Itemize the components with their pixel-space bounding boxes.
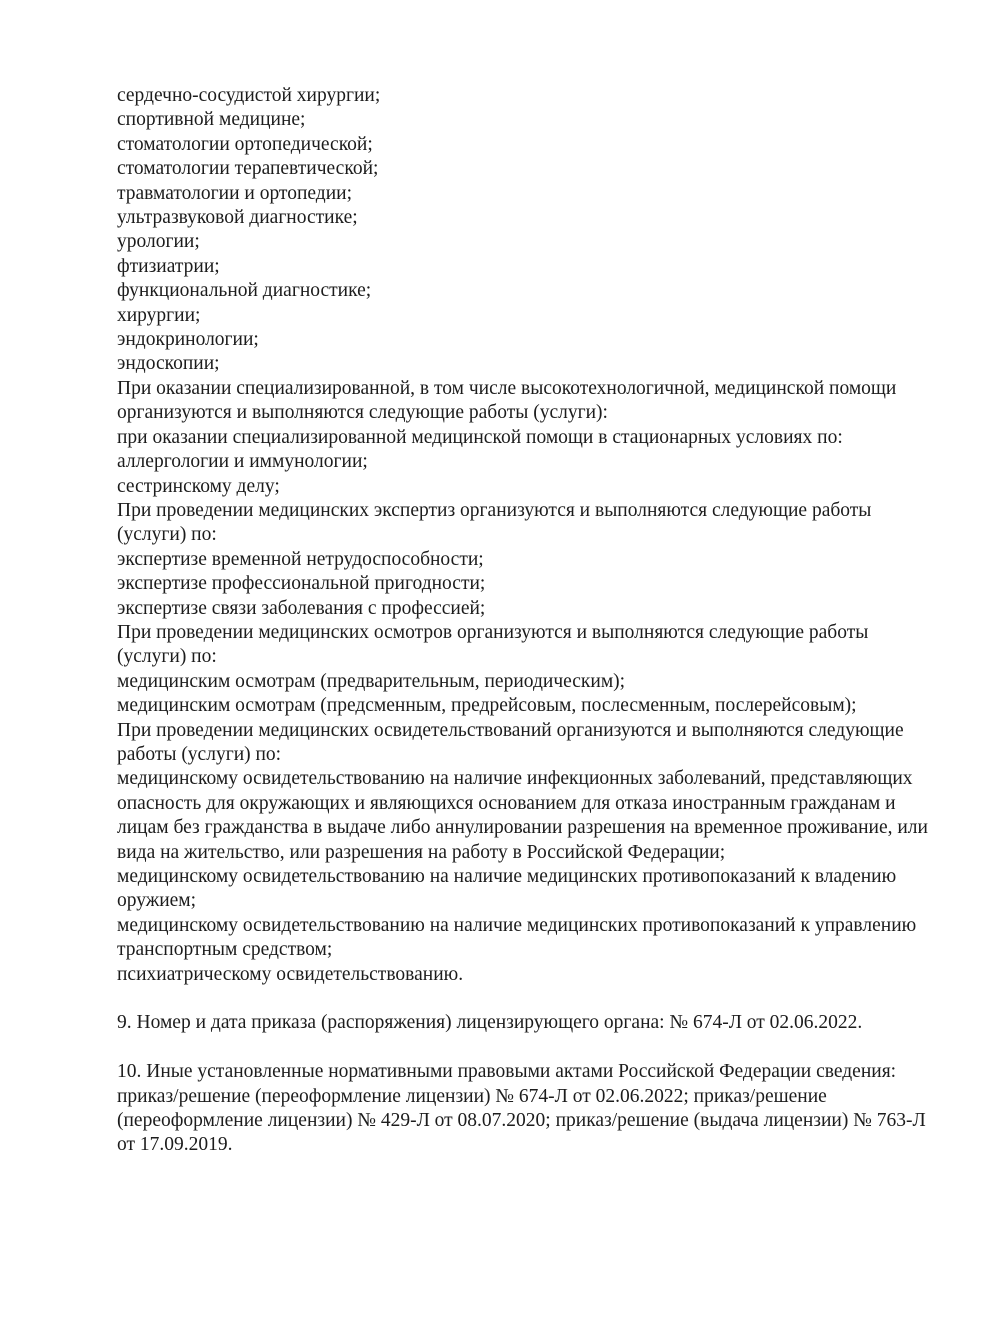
document-line: При проведении медицинских экспертиз организуются и выполняются следующие работы (услуги) по: — [117, 499, 872, 546]
document-line: стоматологии терапевтической; — [117, 158, 379, 180]
document-line: фтизиатрии; — [117, 255, 220, 277]
document-line: медицинским осмотрам (предсменным, предрейсовым, послесменным, послерейсовым); — [117, 695, 857, 717]
clause-9-order-number: 9. Номер и дата приказа (распоряжения) лицензирующего органа: № 674-Л от 02.06.2022. — [117, 1012, 863, 1034]
license-works-section — [117, 84, 940, 987]
document-line: медицинским осмотрам (предварительным, периодическим); — [117, 670, 626, 692]
document-line: ультразвуковой диагностике; — [117, 207, 358, 229]
document-line: сердечно-сосудистой хирургии; — [117, 85, 381, 106]
document-line: психиатрическому освидетельствованию. — [117, 963, 464, 985]
document-line: эндоскопии; — [117, 353, 220, 375]
document-line: травматологии и ортопедии; — [117, 182, 352, 204]
document-line: При оказании специализированной, в том числе высокотехнологичной, медицинской помощи организуются и выполняются следующие работы (услуги): — [117, 377, 897, 424]
document-line: экспертизе временной нетрудоспособности; — [117, 548, 484, 570]
document-line: При проведении медицинских освидетельствований организуются и выполняются следующие работы (услуги) по: — [117, 719, 904, 765]
document-line: функциональной диагностике; — [117, 280, 372, 302]
document-line: спортивной медицине; — [117, 109, 306, 131]
document-line: экспертизе связи заболевания с профессией; — [117, 597, 486, 619]
document-line: эндокринологии; — [117, 329, 259, 351]
document-line: урологии; — [117, 231, 200, 253]
document-line: стоматологии ортопедической; — [117, 133, 373, 155]
document-line: медицинскому освидетельствованию на наличие инфекционных заболеваний, представляющих опасность для окружающих и являющихся основанием для отказа иностранным гражданам и лицам без гражданства в выдаче либо аннулировании разрешения на временное проживание, или вида на жительство, или разрешения на работу в Российской Федерации; — [117, 768, 928, 863]
document-line: При проведении медицинских осмотров организуются и выполняются следующие работы (услуги) по: — [117, 621, 869, 668]
clause-10-other-info: 10. Иные установленные нормативными правовыми актами Российской Федерации сведения: приказ/решение (переоформление лицензии) № 674-Л от 02.06.2022; приказ/решение (переоформление лицензии) № 429-Л от 08.07.2020; приказ/решение (выдача лицензии) № 763-Л от 17.09.2019. — [117, 1061, 926, 1156]
document-line: при оказании специализированной медицинской помощи в стационарных условиях по: — [117, 426, 843, 448]
document-line: сестринскому делу; — [117, 475, 280, 497]
document-line: хирургии; — [117, 304, 201, 326]
document-line: медицинскому освидетельствованию на наличие медицинских противопоказаний к владению оружием; — [117, 866, 897, 912]
document-line: медицинскому освидетельствованию на наличие медицинских противопоказаний к управлению транспортным средством; — [117, 914, 917, 961]
document-line: экспертизе профессиональной пригодности; — [117, 573, 486, 595]
document-line: аллергологии и иммунологии; — [117, 451, 368, 473]
